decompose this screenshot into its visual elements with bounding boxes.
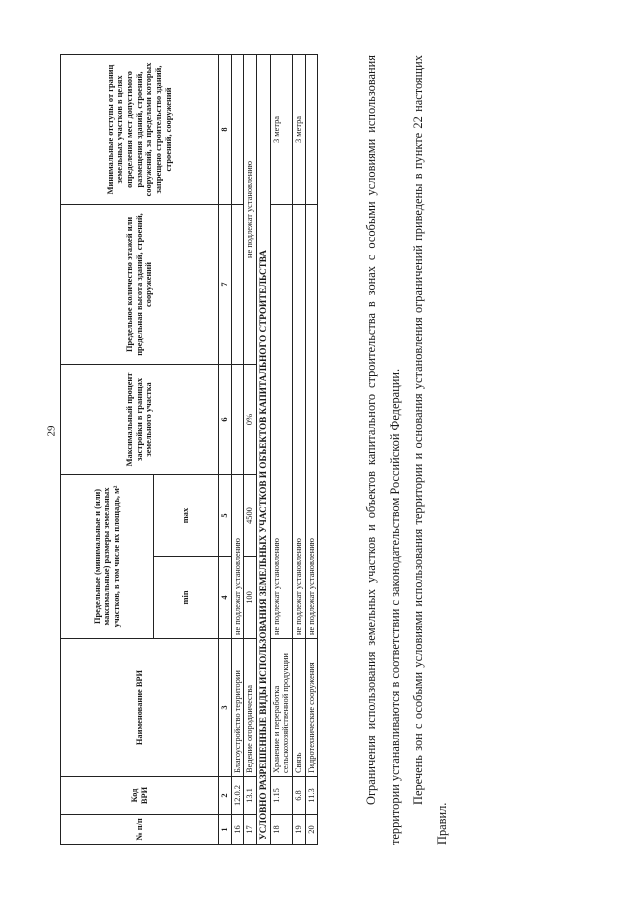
- index-cell: 7: [219, 205, 232, 365]
- index-cell: 5: [219, 475, 232, 557]
- table-row: [270, 55, 292, 845]
- row-code: 6.8: [292, 777, 305, 815]
- row-name: Хранение и переработка сельскохозяйственной продукции: [270, 639, 292, 777]
- table-row: [231, 55, 244, 845]
- row-code: 13.1: [244, 777, 257, 815]
- section-row: [256, 55, 270, 845]
- index-cell: 2: [219, 777, 232, 815]
- table-row: [292, 55, 305, 845]
- header-floors: Предельное количество этажей или предельная высота зданий, строений, сооружений: [61, 205, 219, 365]
- row-num: 19: [292, 815, 305, 845]
- row-num: 18: [270, 815, 292, 845]
- index-cell: 6: [219, 365, 232, 475]
- row-name: Гидротехнические сооружения: [305, 639, 318, 777]
- table-row: [244, 55, 257, 845]
- row-setback: 3 метра: [270, 55, 292, 205]
- row-num: 16: [231, 815, 244, 845]
- row-sizes: не подлежат установлению: [292, 205, 305, 639]
- row-sizes: не подлежат установлению: [270, 205, 292, 639]
- row-setback: 3 метра: [292, 55, 305, 205]
- row-floors: [231, 205, 244, 365]
- header-name: Наименование ВРИ: [61, 639, 219, 777]
- row-num: 20: [305, 815, 318, 845]
- header-row-1: [61, 55, 154, 845]
- row-name: Связь: [292, 639, 305, 777]
- header-percent: Максимальный процент застройки в границах земельного участка: [61, 365, 219, 475]
- index-cell: 4: [219, 557, 232, 639]
- table-row: [305, 55, 318, 845]
- row-name: Благоустройство территории: [231, 639, 244, 777]
- index-cell: 3: [219, 639, 232, 777]
- zoning-parameters-table: [60, 54, 318, 845]
- index-cell: 8: [219, 55, 232, 205]
- row-floors: не подлежат установлению: [244, 55, 257, 365]
- row-num: 17: [244, 815, 257, 845]
- row-max: 4500: [244, 475, 257, 557]
- header-num: № п/п: [61, 815, 219, 845]
- row-code: 1.15: [270, 777, 292, 815]
- rotated-page-content: [60, 55, 640, 845]
- paragraph-zones-list: Перечень зон с особыми условиями использования территории и основания установления ограничений приведены в пункте 22 настоящих Правил.: [411, 55, 449, 845]
- body-text: [360, 55, 454, 845]
- row-name: Ведение огородничества: [244, 639, 257, 777]
- row-setback: [231, 55, 244, 205]
- header-max: max: [154, 475, 219, 557]
- row-sizes: не подлежат установлению: [305, 205, 318, 639]
- row-min: 100: [244, 557, 257, 639]
- header-setbacks: Минимальные отступы от границ земельных участков в целях определения мест допустимого размещения зданий, строений, сооружений, за пределами которых запрещено строительство зданий, строений, сооружений: [61, 55, 219, 205]
- row-percent: 0%: [244, 365, 257, 475]
- index-row: [219, 55, 232, 845]
- row-setback: [305, 55, 318, 205]
- zoning-table-wrap: [60, 55, 340, 845]
- paragraph-restrictions: Ограничения использования земельных участков и объектов капитального строительства в зонах с особыми условиями использования территории устанавливаются в соответствии с законодательством Российской Федерации.: [364, 55, 402, 845]
- row-percent: [231, 365, 244, 475]
- header-sizes: Предельные (минимальные и (или) максимальные) размеры земельных участков, в том числе их площадь, м²: [61, 475, 154, 639]
- header-code: Код ВРИ: [61, 777, 219, 815]
- section-title: УСЛОВНО РАЗРЕШЕННЫЕ ВИДЫ ИСПОЛЬЗОВАНИЯ ЗЕМЕЛЬНЫХ УЧАСТКОВ И ОБЪЕКТОВ КАПИТАЛЬНОГО СТРОИТЕЛЬСТВА: [256, 55, 270, 845]
- row-sizes: не подлежат установлению: [231, 475, 244, 639]
- index-cell: 1: [219, 815, 232, 845]
- page-number: 29: [45, 425, 58, 437]
- row-code: 12.0.2: [231, 777, 244, 815]
- row-code: 11.3: [305, 777, 318, 815]
- header-min: min: [154, 557, 219, 639]
